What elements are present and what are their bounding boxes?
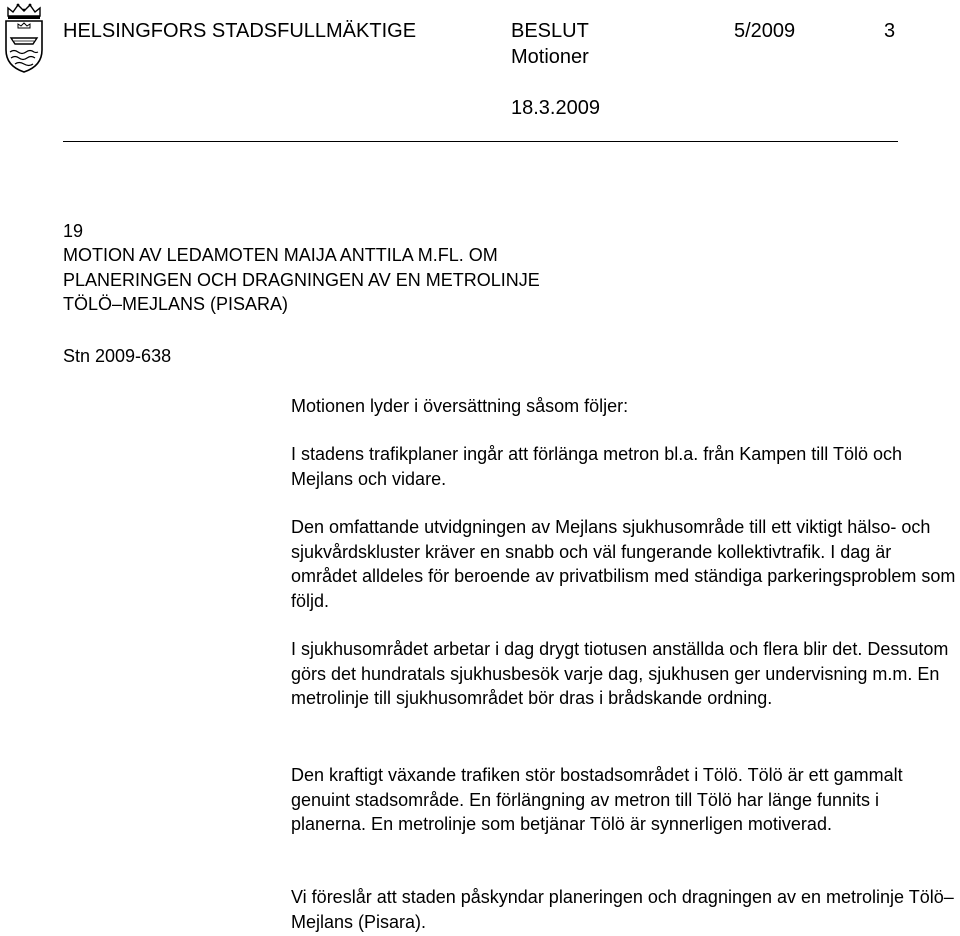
motion-title-line: PLANERINGEN OCH DRAGNINGEN AV EN METROLINJE: [63, 270, 540, 290]
paragraph-text: Den kraftigt växande trafiken stör bostadsområdet i Tölö. Tölö är ett gammalt genuint stadsområde. En förlängning av metron till Tölö har länge funnits i planerna. En metrolinje som betjänar Tölö är synnerligen motiverad.: [291, 765, 903, 835]
page-number: 3: [884, 20, 896, 42]
helsinki-coat-of-arms-icon: [2, 2, 46, 74]
body-paragraph: [291, 763, 956, 837]
organization-name: HELSINGFORS STADSFULLMÄKTIGE: [63, 20, 417, 42]
paragraph-text: I stadens trafikplaner ingår att förlänga metron bl.a. från Kampen till Tölö och Mejlans och vidare.: [291, 444, 902, 489]
paragraph-text: Den omfattande utvidgningen av Mejlans sjukhusområde till ett viktigt hälso- och sjukvårdskluster kräver en snabb och väl fungerande kollektivtrafik. I dag är området alldeles för beroende av privatbilism med ständiga parkeringsproblem som följd.: [291, 517, 956, 611]
body-paragraph: [291, 637, 956, 711]
motion-title-line: MOTION AV LEDAMOTEN MAIJA ANTTILA M.FL. OM: [63, 245, 498, 265]
reference-number: Stn 2009-638: [63, 346, 172, 366]
body-paragraph: [291, 442, 956, 491]
header-divider: [63, 141, 898, 142]
intro-text: Motionen lyder i översättning såsom följer:: [291, 396, 629, 416]
body-paragraph: [291, 515, 956, 613]
paragraph-text: Vi föreslår att staden påskyndar planeringen och dragningen av en metrolinje Tölö–Mejlans (Pisara).: [291, 887, 954, 932]
motion-title-line: TÖLÖ–MEJLANS (PISARA): [63, 294, 289, 314]
document-category: Motioner: [511, 46, 589, 68]
meeting-date: 18.3.2009: [511, 97, 600, 119]
motion-number: 19: [63, 221, 84, 241]
document-type: BESLUT: [511, 20, 589, 42]
body-paragraph: [291, 885, 956, 934]
paragraph-text: I sjukhusområdet arbetar i dag drygt tiotusen anställda och flera blir det. Dessutom görs det hundratals sjukhusbesök varje dag, sjukhusen ger undervisning m.m. En metrolinje till sjukhusområdet bör dras i brådskande ordning.: [291, 639, 949, 709]
decision-number: 5/2009: [734, 20, 796, 42]
